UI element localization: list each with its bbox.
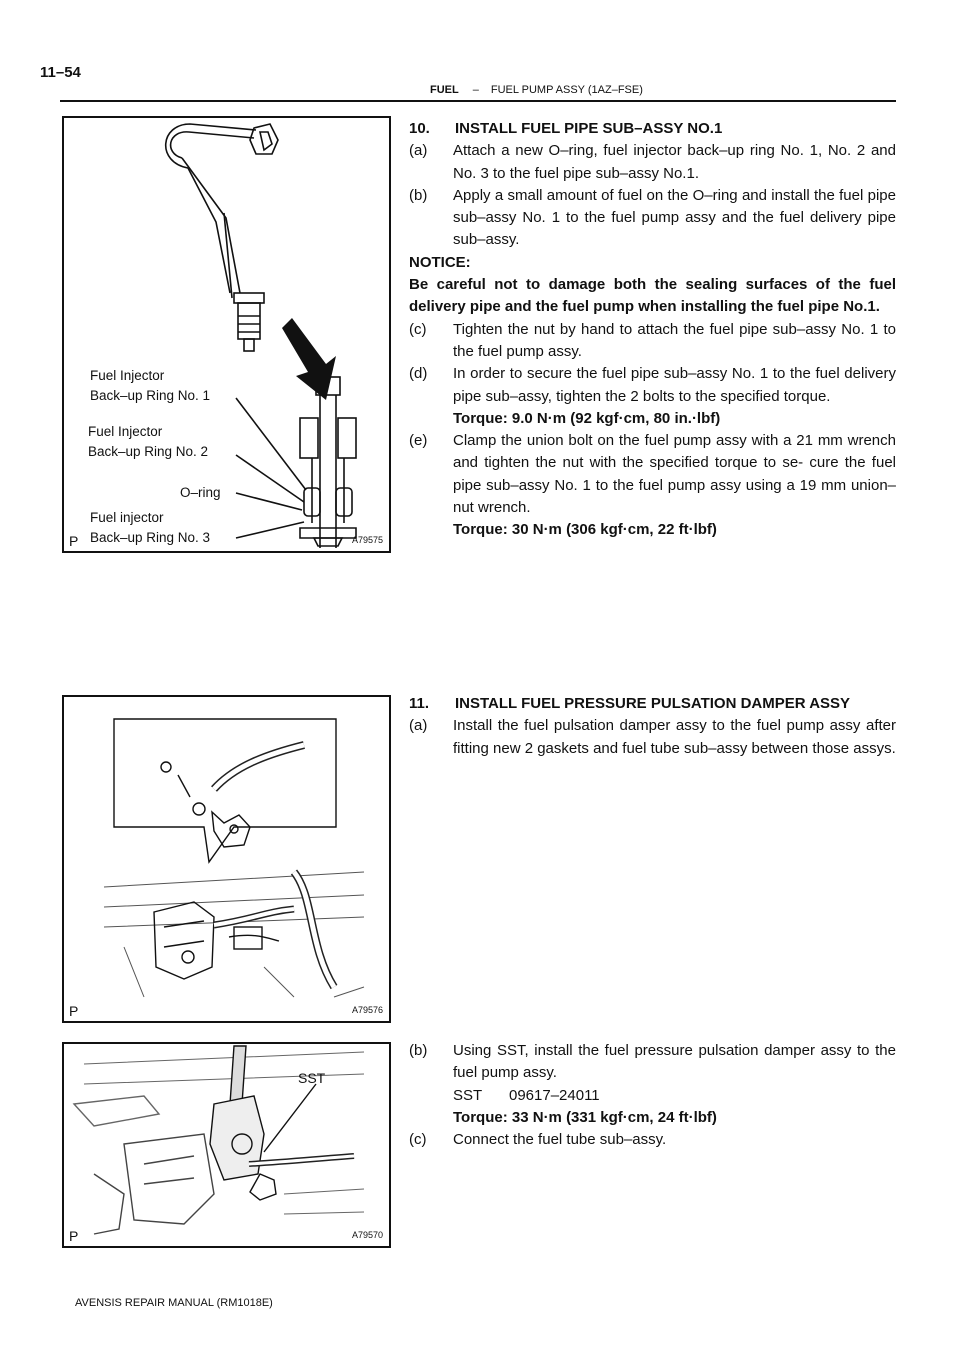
sst-illustration (64, 1044, 389, 1246)
step-11c: (c) Connect the fuel tube sub–assy. (409, 1131, 667, 1149)
notice-title: NOTICE: (409, 253, 471, 271)
figure-code: A79576 (351, 1005, 383, 1015)
step-10c: (c) Tighten the nut by hand to attach the fuel pipe sub–assy No. 1 to the fuel pump assy. (409, 320, 896, 360)
step-10-heading: 10. INSTALL FUEL PIPE SUB–ASSY NO.1 (409, 120, 723, 137)
page-number: 11–54 (40, 64, 81, 81)
notice-text: Be careful not to damage both the sealing surfaces of the fuel delivery pipe and the fuel pump when installing the fuel pipe No.1. (409, 276, 896, 316)
header-rule (60, 100, 896, 102)
figure-sst (62, 1042, 391, 1248)
figure-fuel-pipe (62, 116, 391, 553)
pulsation-damper-illustration (64, 697, 389, 1021)
procedure-text (409, 118, 896, 542)
procedure-text-11 (409, 693, 896, 760)
figure-code: A79570 (351, 1230, 383, 1240)
callout-sst: SST (298, 1070, 326, 1086)
fuel-pipe-illustration (64, 118, 389, 551)
header-subtitle: FUEL PUMP ASSY (1AZ–FSE) (490, 84, 643, 96)
step-11b-torque: Torque: 33 N·m (331 kgf·cm, 24 ft·lbf) (453, 1108, 717, 1126)
step-10d: (d) In order to secure the fuel pipe sub–assy No. 1 to the fuel delivery pipe sub–assy, tighten the 2 bolts to the specified torque. (409, 365, 896, 405)
callout-backup-ring-3: Fuel injector Back–up Ring No. 3 (90, 510, 211, 545)
step-11b: (b) Using SST, install the fuel pressure pulsation damper assy to the fuel pump assy. (409, 1042, 896, 1082)
footer: AVENSIS REPAIR MANUAL (RM1018E) (75, 1297, 273, 1309)
header-title (430, 84, 643, 96)
step-10a: (a) Attach a new O–ring, fuel injector back–up ring No. 1, No. 2 and No. 3 to the fuel pipe sub–assy No.1. (409, 142, 896, 182)
step-10b: (b) Apply a small amount of fuel on the O–ring and install the fuel pipe sub–assy No. 1 to the fuel pump assy and the fuel delivery pipe sub–assy. (409, 186, 896, 249)
callout-backup-ring-2: Fuel Injector Back–up Ring No. 2 (88, 424, 209, 459)
figure-p-mark: P (69, 533, 79, 549)
arrow-icon (282, 318, 336, 400)
procedure-text-11b (409, 1040, 896, 1151)
figure-pulsation-damper (62, 695, 391, 1023)
step-11a: (a) Install the fuel pulsation damper assy to the fuel pump assy after fitting new 2 gaskets and fuel tube sub–assy between those assys. (409, 717, 896, 757)
figure-p-mark: P (69, 1228, 79, 1244)
step-10d-torque: Torque: 9.0 N·m (92 kgf·cm, 80 in.·lbf) (453, 409, 721, 427)
step-11b-sst: SST 09617–24011 (453, 1086, 600, 1104)
step-10e-torque: Torque: 30 N·m (306 kgf·cm, 22 ft·lbf) (453, 521, 717, 539)
callout-o-ring: O–ring (180, 485, 221, 500)
step-10e: (e) Clamp the union bolt on the fuel pump assy with a 21 mm wrench and tighten the nut with the specified torque to se- cure the fuel pipe sub–assy No. 1 to the fuel pump assy using a 19 mm union–nut wrench. (409, 432, 896, 517)
step-11-heading: 11. INSTALL FUEL PRESSURE PULSATION DAMPER ASSY (409, 695, 851, 712)
callout-backup-ring-1: Fuel Injector Back–up Ring No. 1 (90, 368, 211, 403)
figure-p-mark: P (69, 1003, 79, 1019)
header-section: FUEL (430, 84, 459, 96)
header-dash: – (472, 84, 479, 96)
figure-code: A79575 (351, 535, 383, 545)
